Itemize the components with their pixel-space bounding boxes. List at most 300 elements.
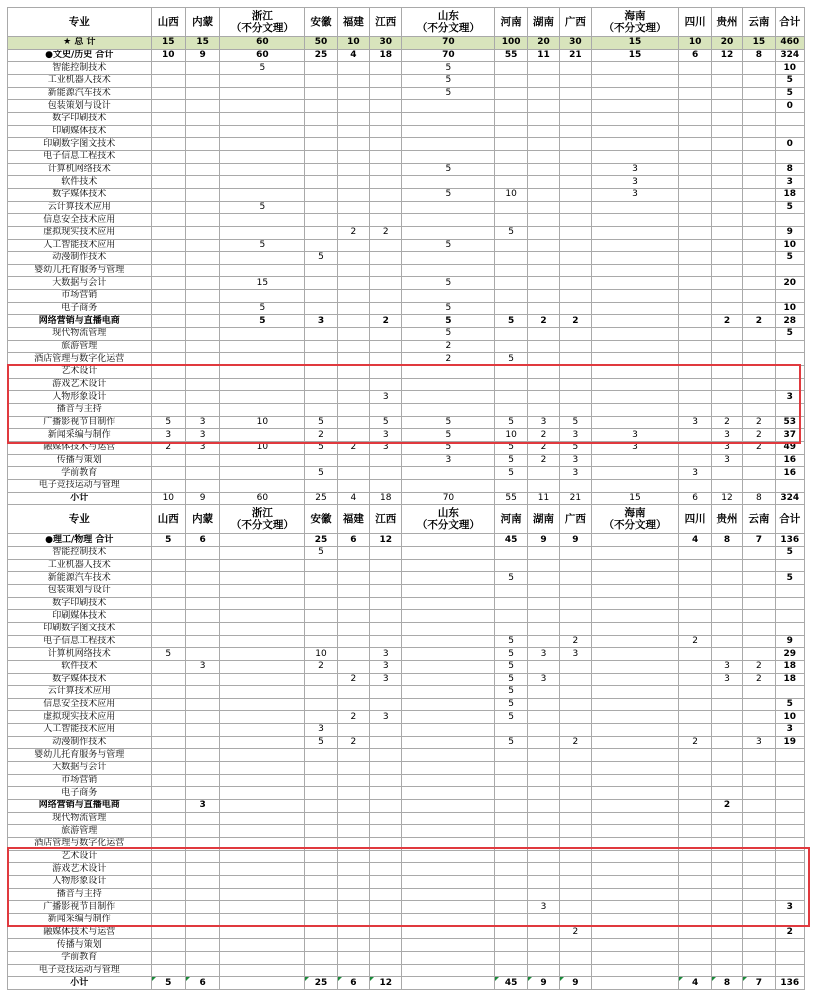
cell-value <box>185 850 219 863</box>
cell-value: 2 <box>337 226 369 239</box>
cell-value <box>220 112 305 125</box>
row-label: ●理工/物理 合计 <box>8 534 152 547</box>
cell-value <box>151 736 185 749</box>
cell-value <box>527 62 559 75</box>
cell-value: 5 <box>495 353 527 366</box>
cell-value <box>402 939 495 952</box>
cell-value <box>560 74 591 87</box>
cell-value <box>305 163 337 176</box>
table-row <box>8 762 805 775</box>
cell-value <box>370 378 402 391</box>
cell-value <box>220 100 305 113</box>
cell-value <box>527 163 559 176</box>
table-row <box>8 913 805 926</box>
cell-value: 3 <box>560 429 591 442</box>
cell-value <box>370 454 402 467</box>
cell-value <box>185 711 219 724</box>
cell-value <box>220 584 305 597</box>
header-province: 河南 <box>495 8 527 37</box>
cell-value: 10 <box>679 37 711 50</box>
table-row <box>8 87 805 100</box>
cell-value: 5 <box>775 572 804 585</box>
cell-value <box>402 736 495 749</box>
cell-value <box>591 863 679 876</box>
cell-value <box>495 800 527 813</box>
row-label: 市场营销 <box>8 290 152 303</box>
cell-value <box>495 825 527 838</box>
cell-value <box>151 546 185 559</box>
cell-value: 3 <box>185 416 219 429</box>
cell-value <box>527 226 559 239</box>
cell-value <box>591 711 679 724</box>
header-province: 广西 <box>560 8 591 37</box>
cell-value <box>679 201 711 214</box>
table-row <box>8 277 805 290</box>
cell-value <box>305 572 337 585</box>
cell-value <box>337 800 369 813</box>
cell-value <box>402 112 495 125</box>
cell-value: 9 <box>775 226 804 239</box>
cell-value <box>560 660 591 673</box>
cell-value <box>402 825 495 838</box>
cell-value <box>185 559 219 572</box>
cell-value <box>560 546 591 559</box>
cell-value: 15 <box>151 37 185 50</box>
cell-value <box>305 188 337 201</box>
cell-value <box>679 572 711 585</box>
cell-value <box>591 201 679 214</box>
cell-value <box>185 749 219 762</box>
cell-value <box>775 812 804 825</box>
cell-value: 60 <box>220 37 305 50</box>
cell-value <box>151 610 185 623</box>
cell-value <box>220 546 305 559</box>
cell-value <box>711 951 742 964</box>
cell-value <box>305 901 337 914</box>
cell-value <box>743 939 775 952</box>
cell-value: 5 <box>495 686 527 699</box>
cell-value <box>775 378 804 391</box>
cell-value <box>527 290 559 303</box>
cell-value <box>185 290 219 303</box>
row-label: 数字媒体技术 <box>8 673 152 686</box>
cell-value <box>305 850 337 863</box>
cell-value <box>775 825 804 838</box>
cell-value <box>151 913 185 926</box>
cell-value <box>305 378 337 391</box>
cell-value <box>151 87 185 100</box>
cell-value <box>370 264 402 277</box>
cell-value <box>220 825 305 838</box>
cell-value <box>337 404 369 417</box>
cell-value <box>743 762 775 775</box>
table-row <box>8 635 805 648</box>
cell-value: 5 <box>151 534 185 547</box>
cell-value: 3 <box>591 442 679 455</box>
cell-value <box>305 340 337 353</box>
cell-value <box>220 176 305 189</box>
cell-value <box>337 201 369 214</box>
cell-value <box>679 100 711 113</box>
cell-value <box>743 584 775 597</box>
cell-value <box>305 888 337 901</box>
cell-value <box>370 188 402 201</box>
cell-value <box>679 277 711 290</box>
cell-value <box>370 622 402 635</box>
cell-value <box>527 340 559 353</box>
cell-value <box>743 610 775 623</box>
cell-value <box>591 635 679 648</box>
table-row <box>8 201 805 214</box>
cell-value <box>711 838 742 851</box>
cell-value <box>370 163 402 176</box>
cell-value <box>185 901 219 914</box>
cell-value <box>711 648 742 661</box>
cell-value <box>743 686 775 699</box>
cell-value <box>370 404 402 417</box>
cell-value <box>151 698 185 711</box>
row-label: 智能控制技术 <box>8 62 152 75</box>
cell-value <box>591 214 679 227</box>
cell-value <box>495 774 527 787</box>
cell-value <box>743 698 775 711</box>
cell-value <box>679 404 711 417</box>
cell-value <box>370 774 402 787</box>
cell-value: 18 <box>370 49 402 62</box>
cell-value <box>337 863 369 876</box>
row-label: 工业机器人技术 <box>8 74 152 87</box>
cell-value: 5 <box>495 711 527 724</box>
row-label: 计算机网络技术 <box>8 648 152 661</box>
cell-value <box>151 391 185 404</box>
cell-value <box>679 546 711 559</box>
cell-value: 9 <box>527 977 559 990</box>
row-label: 现代物流管理 <box>8 812 152 825</box>
cell-value <box>560 863 591 876</box>
cell-value <box>527 201 559 214</box>
cell-value: 7 <box>743 534 775 547</box>
header-major: 专业 <box>8 505 152 534</box>
cell-value <box>679 762 711 775</box>
cell-value: 460 <box>775 37 804 50</box>
cell-value <box>679 214 711 227</box>
cell-value <box>560 584 591 597</box>
cell-value <box>370 62 402 75</box>
cell-value <box>337 328 369 341</box>
cell-value <box>370 74 402 87</box>
cell-value <box>337 176 369 189</box>
header-province: 海南 （不分文理） <box>591 8 679 37</box>
row-label: 数字媒体技术 <box>8 188 152 201</box>
cell-value <box>305 277 337 290</box>
cell-value: 6 <box>337 534 369 547</box>
cell-value <box>185 125 219 138</box>
cell-value <box>151 315 185 328</box>
cell-value <box>495 622 527 635</box>
cell-value <box>743 163 775 176</box>
cell-value <box>402 214 495 227</box>
cell-value: 10 <box>775 239 804 252</box>
cell-value <box>591 939 679 952</box>
cell-value <box>591 87 679 100</box>
cell-value <box>591 328 679 341</box>
cell-value <box>495 176 527 189</box>
cell-value: 5 <box>402 442 495 455</box>
cell-value <box>711 724 742 737</box>
cell-value: 2 <box>527 442 559 455</box>
cell-value <box>495 559 527 572</box>
cell-value: 3 <box>775 901 804 914</box>
cell-value <box>337 62 369 75</box>
cell-value <box>337 597 369 610</box>
cell-value <box>185 648 219 661</box>
cell-value <box>679 226 711 239</box>
cell-value <box>305 762 337 775</box>
cell-value <box>495 163 527 176</box>
cell-value <box>220 328 305 341</box>
cell-value: 10 <box>775 302 804 315</box>
cell-value <box>527 686 559 699</box>
cell-value <box>220 252 305 265</box>
cell-value: 16 <box>775 454 804 467</box>
cell-value <box>527 800 559 813</box>
cell-value <box>711 546 742 559</box>
subtotal-row <box>8 492 805 505</box>
cell-value <box>679 163 711 176</box>
cell-value <box>151 774 185 787</box>
cell-value <box>370 201 402 214</box>
cell-value <box>220 812 305 825</box>
cell-value <box>370 302 402 315</box>
cell-value <box>560 850 591 863</box>
header-province: 山西 <box>151 8 185 37</box>
cell-value <box>743 913 775 926</box>
cell-value <box>560 214 591 227</box>
header-province: 安徽 <box>305 8 337 37</box>
cell-value <box>495 584 527 597</box>
cell-value <box>305 138 337 151</box>
row-label: 动漫制作技术 <box>8 736 152 749</box>
cell-value <box>560 711 591 724</box>
cell-value <box>743 100 775 113</box>
cell-value <box>711 353 742 366</box>
cell-value: 53 <box>775 416 804 429</box>
cell-value: 5 <box>151 977 185 990</box>
cell-value <box>370 112 402 125</box>
cell-value <box>775 913 804 926</box>
cell-value <box>185 264 219 277</box>
cell-value <box>775 863 804 876</box>
cell-value <box>220 264 305 277</box>
cell-value <box>402 926 495 939</box>
cell-value <box>220 736 305 749</box>
cell-value <box>185 62 219 75</box>
cell-value <box>527 559 559 572</box>
cell-value <box>402 951 495 964</box>
table-row <box>8 442 805 455</box>
cell-value: 2 <box>711 315 742 328</box>
cell-value <box>679 378 711 391</box>
cell-value <box>337 850 369 863</box>
cell-value <box>527 635 559 648</box>
row-label: 智能控制技术 <box>8 546 152 559</box>
cell-value <box>220 378 305 391</box>
cell-value <box>370 698 402 711</box>
cell-value: 5 <box>775 328 804 341</box>
cell-value <box>711 340 742 353</box>
cell-value <box>560 812 591 825</box>
cell-value <box>591 391 679 404</box>
cell-value: 2 <box>527 315 559 328</box>
row-label: 网络营销与直播电商 <box>8 315 152 328</box>
cell-value: 324 <box>775 49 804 62</box>
cell-value: 60 <box>220 49 305 62</box>
cell-value <box>151 112 185 125</box>
cell-value <box>591 686 679 699</box>
cell-value <box>151 825 185 838</box>
cell-value: 4 <box>337 492 369 505</box>
cell-value <box>185 404 219 417</box>
cell-value <box>679 442 711 455</box>
cell-value <box>743 888 775 901</box>
cell-value: 5 <box>495 416 527 429</box>
cell-value <box>305 749 337 762</box>
cell-value <box>560 913 591 926</box>
table-row <box>8 138 805 151</box>
cell-value: 3 <box>151 429 185 442</box>
cell-value: 5 <box>305 252 337 265</box>
cell-value <box>711 112 742 125</box>
cell-value <box>527 378 559 391</box>
cell-value <box>743 340 775 353</box>
cell-value: 2 <box>743 416 775 429</box>
cell-value <box>711 264 742 277</box>
row-label: 人工智能技术应用 <box>8 239 152 252</box>
cell-value <box>220 559 305 572</box>
row-label: 学前教育 <box>8 467 152 480</box>
cell-value: 5 <box>775 252 804 265</box>
cell-value <box>151 340 185 353</box>
group-total-row <box>8 534 805 547</box>
cell-value: 5 <box>775 546 804 559</box>
cell-value <box>337 138 369 151</box>
cell-value: 5 <box>402 302 495 315</box>
cell-value <box>591 100 679 113</box>
row-label: 新能源汽车技术 <box>8 87 152 100</box>
cell-value <box>220 724 305 737</box>
row-label: 播音与主持 <box>8 888 152 901</box>
cell-value <box>185 391 219 404</box>
cell-value <box>711 214 742 227</box>
cell-value <box>220 353 305 366</box>
cell-value <box>711 572 742 585</box>
cell-value: 5 <box>495 315 527 328</box>
cell-value <box>305 264 337 277</box>
cell-value <box>220 479 305 492</box>
cell-value <box>527 150 559 163</box>
cell-value <box>185 467 219 480</box>
cell-value <box>337 277 369 290</box>
cell-value <box>560 252 591 265</box>
cell-value <box>775 479 804 492</box>
cell-value <box>185 366 219 379</box>
cell-value <box>151 138 185 151</box>
cell-value: 10 <box>220 442 305 455</box>
cell-value <box>151 479 185 492</box>
cell-value <box>151 622 185 635</box>
cell-value <box>679 87 711 100</box>
cell-value <box>743 787 775 800</box>
row-label: 印刷数字图文技术 <box>8 622 152 635</box>
cell-value <box>151 454 185 467</box>
table-row <box>8 62 805 75</box>
cell-value: 5 <box>370 416 402 429</box>
cell-value: 3 <box>370 673 402 686</box>
cell-value <box>337 378 369 391</box>
row-label: 电子信息工程技术 <box>8 635 152 648</box>
cell-value <box>560 201 591 214</box>
cell-value <box>402 226 495 239</box>
cell-value <box>591 454 679 467</box>
cell-value <box>220 534 305 547</box>
cell-value <box>560 404 591 417</box>
cell-value <box>337 838 369 851</box>
cell-value: 45 <box>495 534 527 547</box>
cell-value <box>402 125 495 138</box>
cell-value <box>775 838 804 851</box>
cell-value <box>305 812 337 825</box>
row-label: 广播影视节目制作 <box>8 416 152 429</box>
cell-value <box>337 610 369 623</box>
cell-value <box>337 366 369 379</box>
cell-value <box>560 901 591 914</box>
cell-value <box>370 467 402 480</box>
cell-value: 9 <box>185 492 219 505</box>
cell-value <box>151 673 185 686</box>
cell-value <box>743 226 775 239</box>
cell-value <box>220 838 305 851</box>
cell-value <box>370 850 402 863</box>
cell-value <box>711 812 742 825</box>
cell-value <box>711 479 742 492</box>
cell-value <box>560 724 591 737</box>
cell-value <box>185 328 219 341</box>
cell-value <box>370 252 402 265</box>
cell-value <box>495 100 527 113</box>
cell-value <box>679 724 711 737</box>
cell-value: 2 <box>305 660 337 673</box>
cell-value <box>370 901 402 914</box>
cell-value <box>495 913 527 926</box>
cell-value: 10 <box>220 416 305 429</box>
cell-value <box>305 454 337 467</box>
cell-value <box>370 825 402 838</box>
cell-value <box>591 416 679 429</box>
cell-value: 2 <box>743 673 775 686</box>
row-label: 大数据与会计 <box>8 277 152 290</box>
cell-value <box>220 188 305 201</box>
cell-value <box>679 711 711 724</box>
cell-value <box>560 951 591 964</box>
header-province: 福建 <box>337 8 369 37</box>
cell-value <box>305 926 337 939</box>
row-label: ●文史/历史 合计 <box>8 49 152 62</box>
cell-value: 3 <box>370 391 402 404</box>
cell-value <box>337 622 369 635</box>
cell-value: 60 <box>220 492 305 505</box>
cell-value <box>151 749 185 762</box>
cell-value <box>743 176 775 189</box>
